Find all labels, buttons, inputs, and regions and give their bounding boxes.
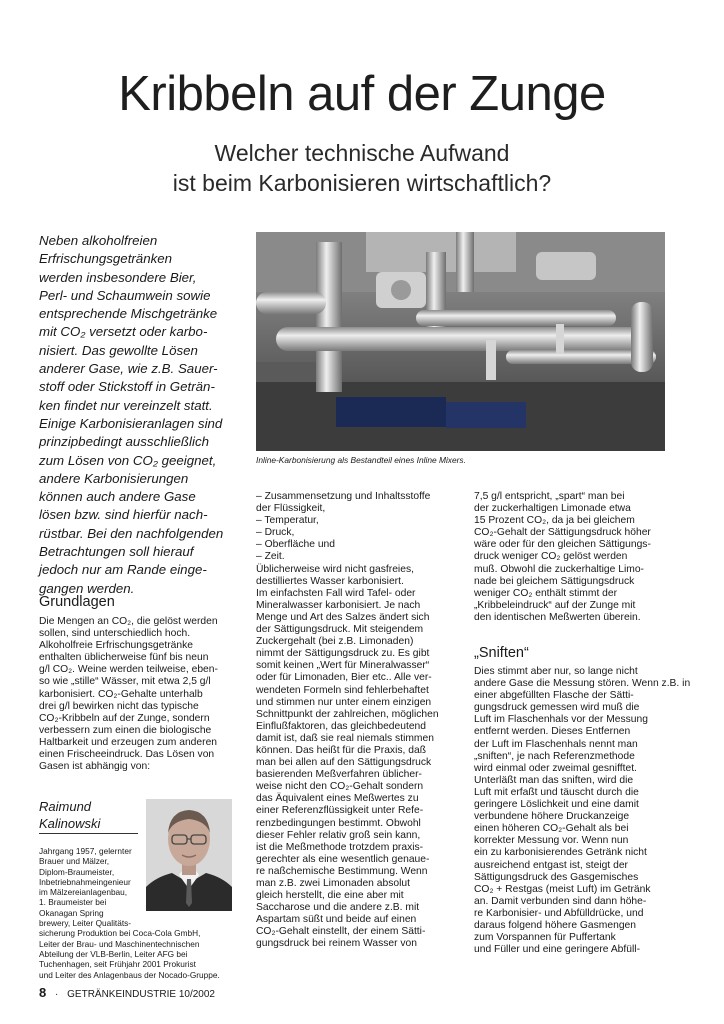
text-line: Leiter der Brau- und Maschinentechnischen	[39, 938, 200, 949]
text-line: Neben alkoholfreien	[39, 233, 158, 248]
text-line: verbessern zum einen die biologische	[39, 724, 212, 736]
text-line: karbonisiert. CO₂-Gehalte unterhalb	[39, 688, 203, 700]
text-line: so wie „stille“ Wässer, mit etwa 2,5 g/l	[39, 676, 211, 688]
text-line: zum Lösen von CO₂ geeignet,	[39, 452, 217, 468]
text-line: Jahrgang 1957, gelernter	[39, 846, 132, 856]
text-line: Einflußfaktoren, das gleichbedeutend	[256, 720, 427, 732]
text-line: CO₂-Gehalt der Sättigungsdruck höher	[474, 527, 651, 539]
article-photo	[256, 232, 665, 451]
text-line: Menge und Art des Salzes ändert sich	[256, 611, 430, 623]
text-line: muß. Obwohl die zuckerhaltige Limo-	[474, 563, 644, 575]
text-line: zum Vorspannen für Puffertank	[474, 932, 616, 944]
text-line: CO₂-Gehalt einstellt, der einem Sätti-	[256, 926, 426, 938]
author-last-name: Kalinowski	[39, 816, 101, 831]
text-line: Aspartam süßt und beide auf einen	[256, 914, 417, 926]
text-line: nimmt der Sättigungsdruck zu. Es gibt	[256, 648, 430, 660]
text-line: ein zu karbonisierendes Getränk nicht	[474, 847, 647, 859]
text-line: andere Karbonisierungen	[39, 470, 189, 486]
text-line: Luft mit erfaßt und täuscht durch die	[474, 786, 639, 798]
text-line: „sniften“, je nach Referenzmethode	[474, 750, 635, 762]
text-line: entfernt werden. Dieses Entfernen	[474, 726, 631, 738]
text-line: 7,5 g/l entspricht, „spart“ man bei	[474, 491, 625, 502]
text-line: Okanagan Spring	[39, 907, 104, 918]
text-line: weise nicht den CO₂-Gehalt sondern	[256, 781, 424, 793]
text-line: 1. Braumeister bei	[39, 897, 107, 908]
text-line: Erfrischungsgetränken	[39, 251, 173, 267]
section-heading-sniften: „Sniften“	[474, 645, 529, 661]
text-line: geringere Löslichkeit und eine damit	[474, 799, 639, 811]
text-line: Einige Karbonisieranlagen sind	[39, 415, 223, 431]
text-line: ken findet nur vereinzelt statt.	[39, 397, 213, 413]
text-line: der zuckerhaltigen Limonade etwa	[474, 503, 631, 515]
text-line: können auch andere Gase	[39, 489, 196, 505]
text-line: Betrachtungen soll hierauf	[39, 544, 194, 560]
column-right-text-continued	[474, 666, 691, 956]
journal-issue: GETRÄNKEINDUSTRIE 10/2002	[67, 989, 215, 1000]
grundlagen-text	[39, 616, 254, 773]
text-line: Im einfachsten Fall wird Tafel- oder	[256, 587, 416, 599]
text-line: „Kribbeleindruck“ auf der Zunge mit	[474, 599, 636, 611]
text-line: jedoch nur am Rande einge-	[39, 562, 207, 578]
text-line: einer abgefüllten Flasche der Sätti-	[474, 690, 634, 702]
text-line: Saccharose und die andere z.B. mit	[256, 902, 420, 914]
column-right-text	[474, 491, 669, 624]
text-line: stoff oder Stickstoff in Geträn-	[39, 379, 215, 395]
text-line: g/l CO₂. Weine werden teilweise, eben-	[39, 664, 218, 676]
text-line: gleich herstellt, die eine aber mit	[256, 890, 404, 902]
text-line: Alkoholfreie Erfrischungsgetränke	[39, 640, 193, 652]
text-line: druck weniger CO₂ gelöst werden	[474, 551, 628, 563]
text-line: einen höheren CO₂-Gehalt als bei	[474, 823, 629, 835]
text-line: CO₂-Kribbeln auf der Zunge, sondern	[39, 712, 210, 724]
text-line: den identischen Meßwerten überein.	[474, 611, 641, 623]
text-line: mit CO₂ versetzt oder karbo-	[39, 324, 208, 340]
text-line: entsprechende Mischgetränke	[39, 306, 218, 322]
text-line: re naßchemische Bestimmung. Wenn	[256, 865, 428, 877]
text-line: nade bei gleichem Sättigungsdruck	[474, 575, 635, 587]
text-line: Üblicherweise wird nicht gasfreies,	[256, 563, 414, 575]
text-line: andere Gase die Messung stören. Wenn z.B. in	[474, 678, 691, 690]
text-line: man bei allen auf den Sättigungsdruck	[256, 757, 432, 769]
text-line: Schnittpunkt der zahlreichen, möglichen	[256, 708, 439, 720]
text-line: der Flüssigkeit,	[256, 503, 326, 515]
text-line: und Füller und eine geringere Abfüll-	[474, 944, 641, 956]
text-line: ausreichend entgast ist, steigt der	[474, 859, 628, 871]
text-line: Unterläßt man das sniften, wird die	[474, 774, 634, 786]
text-line: anderer Gase, wie z.B. Sauer-	[39, 361, 218, 377]
text-line: – Oberfläche und	[256, 539, 335, 551]
text-line: Inbetriebnahmeingenieur	[39, 876, 131, 887]
text-line: verbundene höhere Druckanzeige	[474, 811, 630, 823]
text-line: der Sättigungsdruck. Mit steigendem	[256, 624, 424, 636]
text-line: renzbedingungen bestimmt. Obwohl	[256, 817, 421, 829]
author-biography	[39, 846, 220, 980]
section-heading-grundlagen: Grundlagen	[39, 594, 115, 610]
text-line: 15 Prozent CO₂, da ja bei gleichem	[474, 515, 635, 527]
text-line: an. Damit verbunden sind dann höhe-	[474, 895, 647, 907]
text-line: und stimmen nur unter einem einzigen	[256, 696, 432, 708]
text-line: Zuckergehalt (bei z.B. Limonaden)	[256, 636, 414, 648]
text-line: – Temperatur,	[256, 515, 319, 527]
text-line: gangen werden.	[39, 580, 135, 596]
text-line: CO₂ + Restgas (meist Luft) im Getränk	[474, 883, 651, 895]
text-line: wäre oder für den gleichen Sättigungs-	[474, 539, 651, 551]
article-subtitle	[0, 138, 724, 198]
article-title: Kribbeln auf der Zunge	[118, 67, 606, 121]
text-line: sicherung Produktion bei Coca-Cola GmbH,	[39, 928, 201, 939]
lead-paragraph	[39, 232, 254, 598]
subtitle-line: Welcher technische Aufwand	[214, 140, 510, 166]
text-line: daraus folgend höhere Gasmengen	[474, 919, 637, 931]
text-line: korrekter Messung vor. Wenn nun	[474, 835, 629, 847]
column-middle-text	[256, 491, 461, 951]
text-line: Brauer und Mälzer,	[39, 856, 110, 867]
text-line: Haltbarkeit und erzeugen zum anderen	[39, 736, 218, 748]
page-footer	[39, 985, 215, 1000]
text-line: damit ist, daß sie real niemals stimmen	[256, 732, 434, 744]
subtitle-line: ist beim Karbonisieren wirtschaftlich?	[172, 170, 552, 196]
text-line: Die Mengen an CO₂, die gelöst werden	[39, 616, 218, 627]
text-line: gungsdruck bei reinem Wasser von	[256, 938, 418, 950]
text-line: brewery, Leiter Qualitäts-	[39, 918, 132, 929]
text-line: Dies stimmt aber nur, so lange nicht	[474, 666, 638, 677]
text-line: der Luft im Flaschenhals nennt man	[474, 738, 638, 750]
text-line: Perl- und Schaumwein sowie	[39, 287, 211, 303]
footer-separator: ·	[55, 989, 59, 1000]
text-line: wird einmal oder zweimal gesnifftet.	[474, 762, 637, 774]
text-line: einen Frischeeindruck. Das Lösen von	[39, 749, 215, 761]
text-line: im Mälzereianlagenbau,	[39, 887, 128, 898]
text-line: basierenden Meßverfahren üblicher-	[256, 769, 422, 781]
text-line: destilliertes Wasser karbonisiert.	[256, 575, 404, 587]
text-line: re Karbonisier- und Abfülldrücke, und	[474, 907, 644, 919]
text-line: Sättigungsdruck des Gasgemisches	[474, 871, 639, 883]
text-line: sollen, sind unterschiedlich hoch.	[39, 628, 191, 640]
text-line: Diplom-Braumeister,	[39, 866, 115, 877]
text-line: drei g/l bewirken nicht das typische	[39, 700, 199, 712]
text-line: Mineralwasser karbonisiert. Je nach	[256, 599, 421, 611]
text-line: können. Das heißt für die Praxis, daß	[256, 744, 426, 756]
text-line: prinzipbedingt ausschließlich	[39, 434, 209, 450]
text-line: gerechter als eine wesentlich genaue-	[256, 853, 430, 865]
text-line: Tuchenhagen, seit Frühjahr 2001 Prokurist	[39, 959, 196, 970]
text-line: gungsdruck gemessen wird muß die	[474, 702, 640, 714]
text-line: lösen bzw. sind hierfür nach-	[39, 507, 208, 523]
text-line: somit keinen „Wert für Mineralwasser“	[256, 660, 430, 672]
text-line: weniger CO₂ enthält stimmt der	[474, 587, 618, 599]
photo-caption: Inline-Karbonisierung als Bestandteil eines Inline Mixers.	[256, 455, 466, 465]
text-line: Abteilung der VLB-Berlin, Leiter AFG bei	[39, 948, 188, 959]
text-line: oder für Limonaden, Bier etc.. Alle ver-	[256, 672, 432, 684]
text-line: dieser Fehler relativ groß sein kann,	[256, 829, 421, 841]
page-number: 8	[39, 985, 47, 1000]
text-line: werden insbesondere Bier,	[39, 269, 197, 285]
text-line: enthalten üblicherweise fünf bis neun	[39, 652, 209, 664]
text-line: nisiert. Das gewollte Lösen	[39, 342, 198, 358]
text-line: – Druck,	[256, 527, 295, 539]
text-line: das Äquivalent eines Meßwertes zu	[256, 793, 419, 805]
text-line: einer Referenzflüssigkeit unter Refe-	[256, 805, 424, 817]
text-line: Gasen ist abhängig von:	[39, 761, 151, 773]
author-first-name: Raimund	[39, 799, 92, 814]
author-name	[39, 798, 100, 832]
author-divider	[39, 833, 138, 834]
text-line: Luft im Flaschenhals vor der Messung	[474, 714, 648, 726]
text-line: wendeten Formeln sind fehlerbehaftet	[256, 684, 429, 696]
text-line: und Leiter des Anlagenbaus der Nocado-Gruppe.	[39, 969, 220, 980]
text-line: ist die Meßmethode trotzdem praxis-	[256, 841, 424, 853]
text-line: rüstbar. Bei den nachfolgenden	[39, 525, 224, 541]
text-line: – Zeit.	[256, 551, 285, 563]
text-line: man z.B. zwei Limonaden absolut	[256, 878, 410, 889]
text-line: – Zusammensetzung und Inhaltsstoffe	[256, 491, 431, 502]
